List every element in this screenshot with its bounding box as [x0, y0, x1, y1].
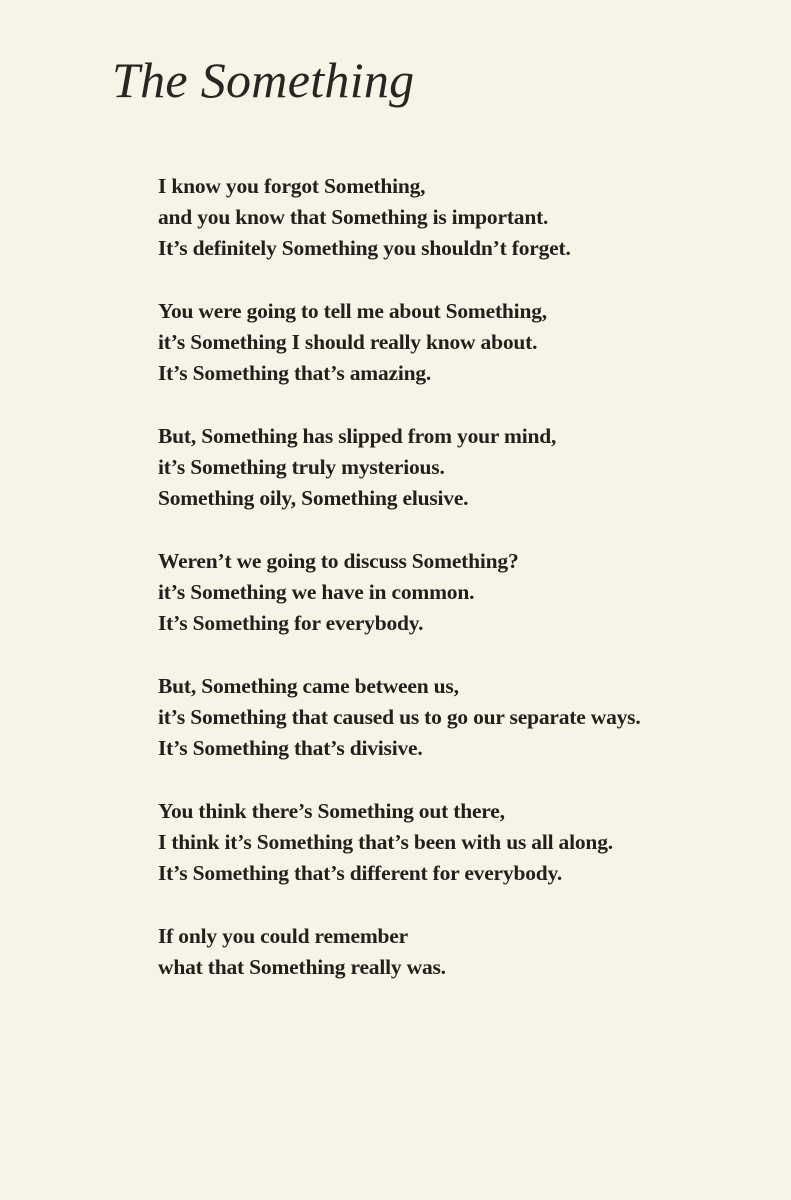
poem-line: it’s Something that caused us to go our separate ways. [158, 705, 641, 729]
poem-line: Weren’t we going to discuss Something? [158, 549, 519, 573]
poem-line: it’s Something we have in common. [158, 580, 475, 604]
poem-line: You think there’s Something out there, [158, 799, 505, 823]
poem-line: But, Something has slipped from your mind, [158, 424, 557, 448]
stanza [158, 171, 778, 264]
poem-line: what that Something really was. [158, 955, 446, 979]
poem-line: But, Something came between us, [158, 674, 459, 698]
stanza [158, 796, 778, 889]
poem-body [158, 171, 778, 1015]
poem-line: It’s Something that’s different for everybody. [158, 861, 563, 885]
poem-line: You were going to tell me about Something, [158, 299, 547, 323]
poem-line: If only you could remember [158, 924, 408, 948]
poem-line: it’s Something truly mysterious. [158, 455, 445, 479]
poem-line: It’s Something for everybody. [158, 611, 424, 635]
poem-line: I know you forgot Something, [158, 174, 426, 198]
stanza [158, 296, 778, 389]
poem-line: and you know that Something is important. [158, 205, 549, 229]
stanza [158, 671, 778, 764]
stanza [158, 546, 778, 639]
poem-line: Something oily, Something elusive. [158, 486, 469, 510]
poem-line: It’s Something that’s divisive. [158, 736, 423, 760]
poem-line: It’s definitely Something you shouldn’t forget. [158, 236, 571, 260]
poem-title: The Something [112, 52, 415, 108]
stanza [158, 921, 778, 983]
poem-line: It’s Something that’s amazing. [158, 361, 432, 385]
poem-line: it’s Something I should really know about. [158, 330, 538, 354]
poem-line: I think it’s Something that’s been with us all along. [158, 830, 613, 854]
stanza [158, 421, 778, 514]
